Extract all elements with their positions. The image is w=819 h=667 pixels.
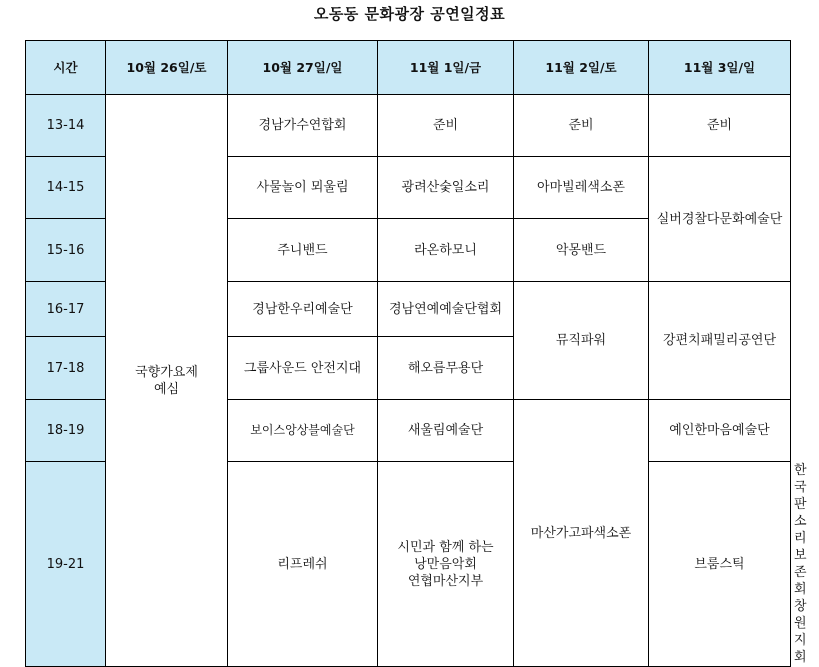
nov1-cell: 라온하모니 [378,219,514,282]
table-row: 19-21 리프레쉬 시민과 함께 하는 낭만음악회 연협마산지부 브룸스틱 한국판소리보존회 창원지회 [26,462,791,667]
oct27-cell: 리프레쉬 [228,462,378,667]
oct27-cell: 주니밴드 [228,219,378,282]
nov3-cell: 준비 [649,95,791,157]
nov1-cell: 광려산숯일소리 [378,157,514,219]
time-cell: 17-18 [26,337,106,400]
nov2-cell: 준비 [514,95,649,157]
oct26-all-cell: 국향가요제 예심 [106,95,228,667]
nov2-cell: 악몽밴드 [514,219,649,282]
time-cell: 18-19 [26,400,106,462]
time-cell: 15-16 [26,219,106,282]
nov1-cell: 준비 [378,95,514,157]
nov1-cell: 경남연예예술단협회 [378,282,514,337]
header-oct26: 10월 26일/토 [106,41,228,95]
time-cell: 16-17 [26,282,106,337]
nov3-cell: 강편치패밀리공연단 [649,282,791,400]
header-nov1: 11월 1일/금 [378,41,514,95]
header-oct27: 10월 27일/일 [228,41,378,95]
oct27-cell: 경남한우리예술단 [228,282,378,337]
time-cell: 13-14 [26,95,106,157]
header-row [26,41,791,95]
oct27-cell: 사물놀이 뫼울림 [228,157,378,219]
nov2-cell: 브룸스틱 [649,462,791,667]
header-nov2: 11월 2일/토 [514,41,649,95]
nov2-cell: 뮤직파워 [514,282,649,400]
schedule-table [25,40,807,667]
page-title: 오동동 문화광장 공연일정표 [313,5,506,23]
nov1-cell: 시민과 함께 하는 낭만음악회 연협마산지부 [378,462,514,667]
nov3-cell: 예인한마음예술단 [649,400,791,462]
time-cell: 19-21 [26,462,106,667]
time-cell: 14-15 [26,157,106,219]
oct27-cell: 보이스앙상블예술단 [228,400,378,462]
nov1-cell: 해오름무용단 [378,337,514,400]
nov3-cell: 실버경찰다문화예술단 [649,157,791,282]
oct27-cell: 경남가수연합회 [228,95,378,157]
nov2-cell: 마산가고파색소폰 [514,400,649,667]
header-time: 시간 [26,41,106,95]
header-nov3: 11월 3일/일 [649,41,791,95]
table-row [26,95,791,157]
oct27-cell: 그룹사운드 안전지대 [228,337,378,400]
nov2-cell: 아마빌레색소폰 [514,157,649,219]
nov1-cell: 새울림예술단 [378,400,514,462]
